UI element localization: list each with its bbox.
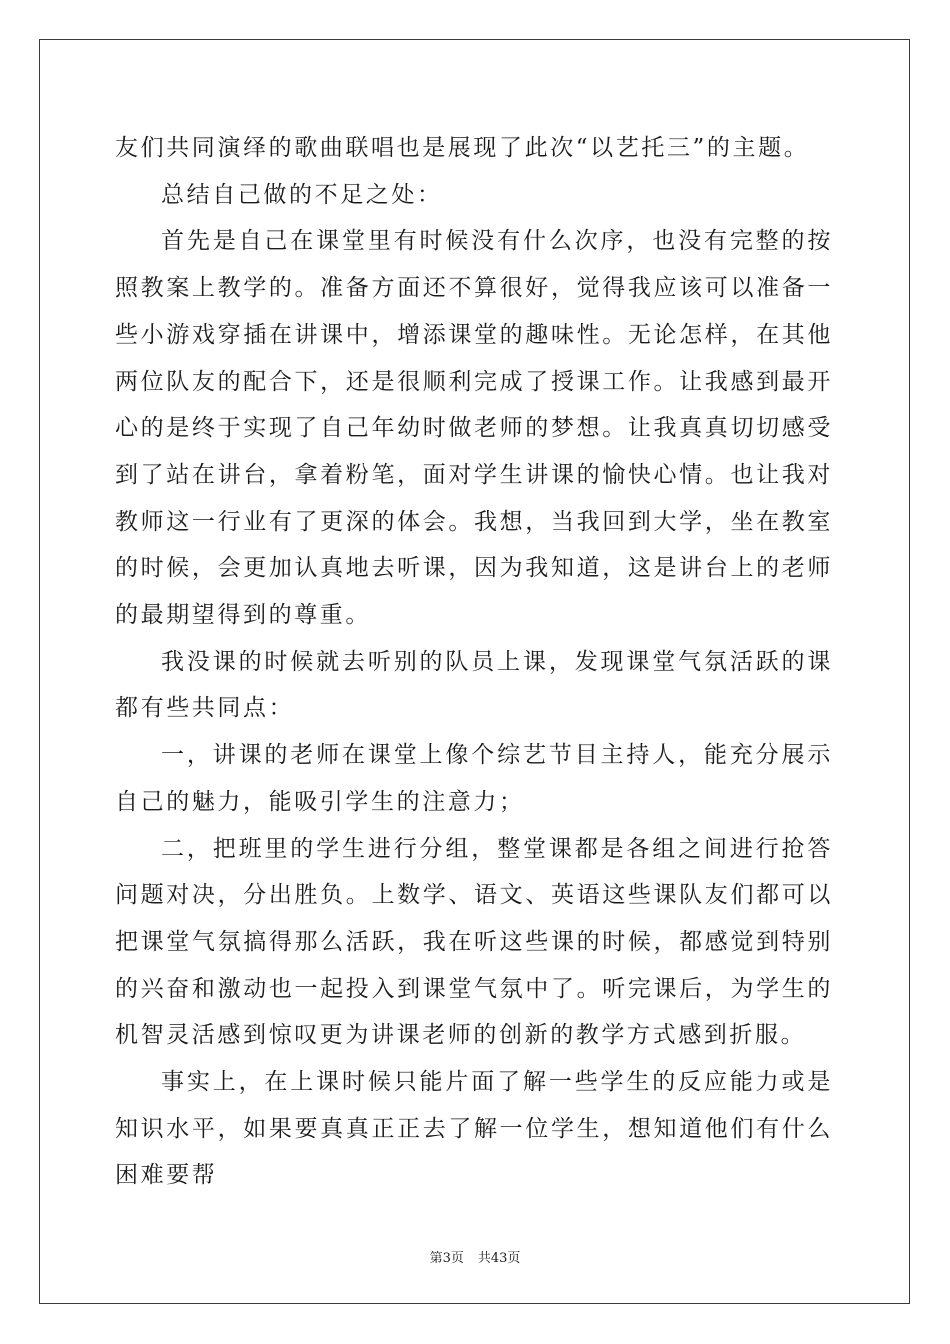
paragraph: 首先是自己在课堂里有时候没有什么次序，也没有完整的按照教案上教学的。准备方面还不算很好，觉得我应该可以准备一些小游戏穿插在讲课中，增添课堂的趣味性。无论怎样，在其他两位队友的配合下，还是很顺利完成了授课工作。让我感到最开心的是终于实现了自己年幼时做老师的梦想。让我真真切切感受到了站在讲台，拿着粉笔，面对学生讲课的愉快心情。也让我对教师这一行业有了更深的体会。我想，当我回到大学，坐在教室的时候，会更加认真地去听课，因为我知道，这是讲台上的老师的最期望得到的尊重。 — [115, 228, 833, 629]
paragraph: 我没课的时候就去听别的队员上课，发现课堂气氛活跃的课都有些共同点： — [115, 648, 833, 722]
paragraph: 二，把班里的学生进行分组，整堂课都是各组之间进行抢答问题对决，分出胜负。上数学、语文、英语这些课队友们都可以把课堂气氛搞得那么活跃，我在听这些课的时候，都感觉到特别的兴奋和激动也一起投入到课堂气氛中了。听完课后，为学生的机智灵活感到惊叹更为讲课老师的创新的教学方式感到折服。 — [115, 835, 833, 1049]
page-number: 第3页 — [429, 1251, 464, 1266]
paragraph: 总结自己做的不足之处： — [161, 181, 443, 208]
document-body — [115, 125, 833, 1199]
page-footer — [0, 1247, 950, 1266]
paragraph: 友们共同演绎的歌曲联唱也是展现了此次“以艺托三”的主题。 — [115, 135, 810, 161]
paragraph: 事实上，在上课时候只能片面了解一些学生的反应能力或是知识水平，如果要真真正正去了解一位学生，想知道他们有什么困难要帮 — [115, 1069, 833, 1189]
paragraph: 一，讲课的老师在课堂上像个综艺节目主持人，能充分展示自己的魅力，能吸引学生的注意力； — [115, 742, 833, 815]
total-pages: 共43页 — [477, 1251, 521, 1266]
